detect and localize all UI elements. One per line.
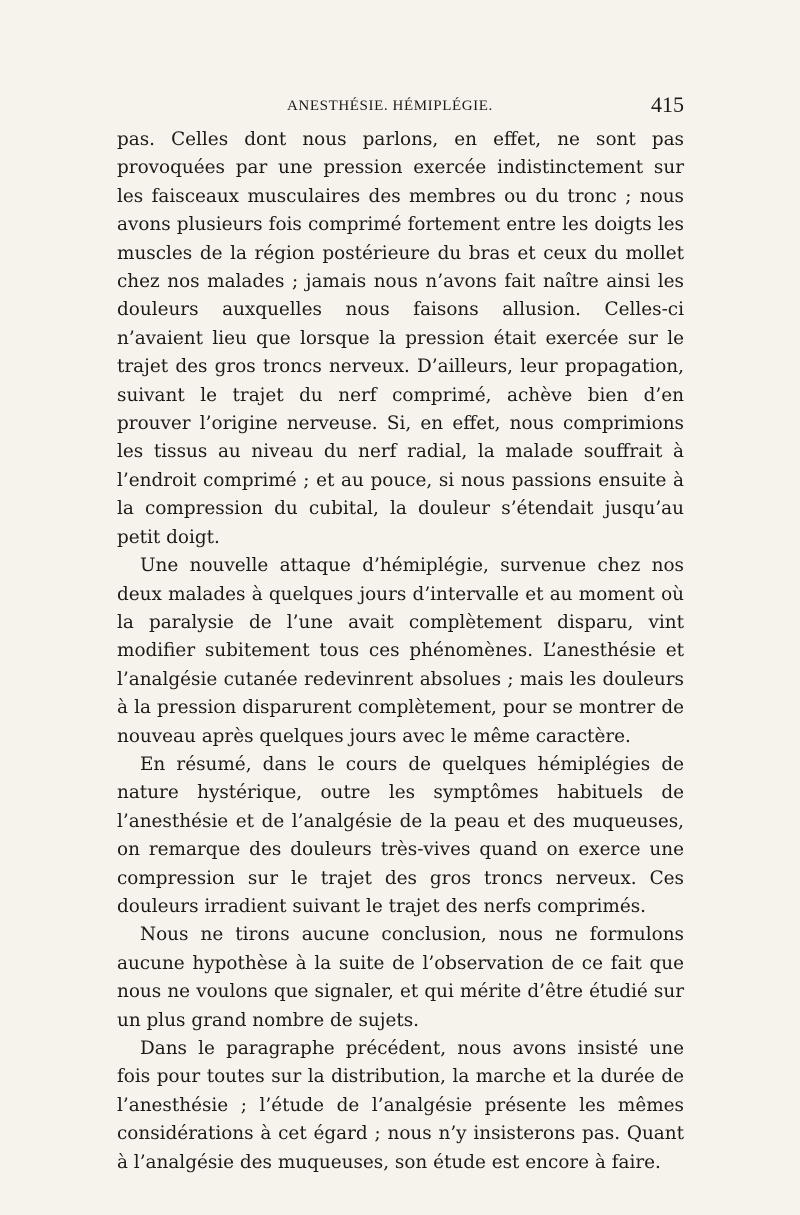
paragraph-2: Une nouvelle attaque d’hémiplégie, survenue chez nos deux malades à quelques jours d’intervalle et au moment où la paralysie de l’une avait complètement disparu, vint modifier subitement tous ces phénomènes. L’anesthésie et l’analgésie cutanée redevinrent absolues ; mais les douleurs à la pression disparurent complètement, pour se montrer de nouveau après quelques jours avec le même caractère. [117,555,684,747]
book-page [117,92,684,1177]
running-title: ANESTHÉSIE. HÉMIPLÉGIE. [287,98,493,114]
paragraph-4: Nous ne tirons aucune conclusion, nous ne formulons aucune hypothèse à la suite de l’observation de ce fait que nous ne voulons que signaler, et qui mérite d’être étudié sur un plus grand nombre de sujets. [117,924,684,1031]
running-head [117,92,684,126]
page-number: 415 [651,92,684,117]
paragraph-5: Dans le paragraphe précédent, nous avons insisté une fois pour toutes sur la distribution, la marche et la durée de l’anesthésie ; l’étude de l’analgésie présente les mêmes considérations à cet égard ; nous n’y insisterons pas. Quant à l’analgésie des muqueuses, son étude est encore à faire. [117,1038,684,1173]
paragraph-1: pas. Celles dont nous parlons, en effet, ne sont pas provoquées par une pression exercée indistinctement sur les faisceaux musculaires des membres ou du tronc ; nous avons plusieurs fois comprimé fortement entre les doigts les muscles de la région postérieure du bras et ceux du mollet chez nos malades ; jamais nous n’avons fait naître ainsi les douleurs auxquelles nous faisons allusion. Celles-ci n’avaient lieu que lorsque la pression était exercée sur le trajet des gros troncs nerveux. D’ailleurs, leur propagation, suivant le trajet du nerf comprimé, achève bien d’en prouver l’origine nerveuse. Si, en effet, nous comprimions les tissus au niveau du nerf radial, la malade souffrait à l’endroit comprimé ; et au pouce, si nous passions ensuite à la compression du cubital, la douleur s’étendait jusqu’au petit doigt. [117,129,684,548]
body-text [117,126,684,1177]
paragraph-3: En résumé, dans le cours de quelques hémiplégies de nature hystérique, outre les symptômes habituels de l’anesthésie et de l’analgésie de la peau et des muqueuses, on remarque des douleurs très-vives quand on exerce une compression sur le trajet des gros troncs nerveux. Ces douleurs irradient suivant le trajet des nerfs comprimés. [117,753,684,917]
